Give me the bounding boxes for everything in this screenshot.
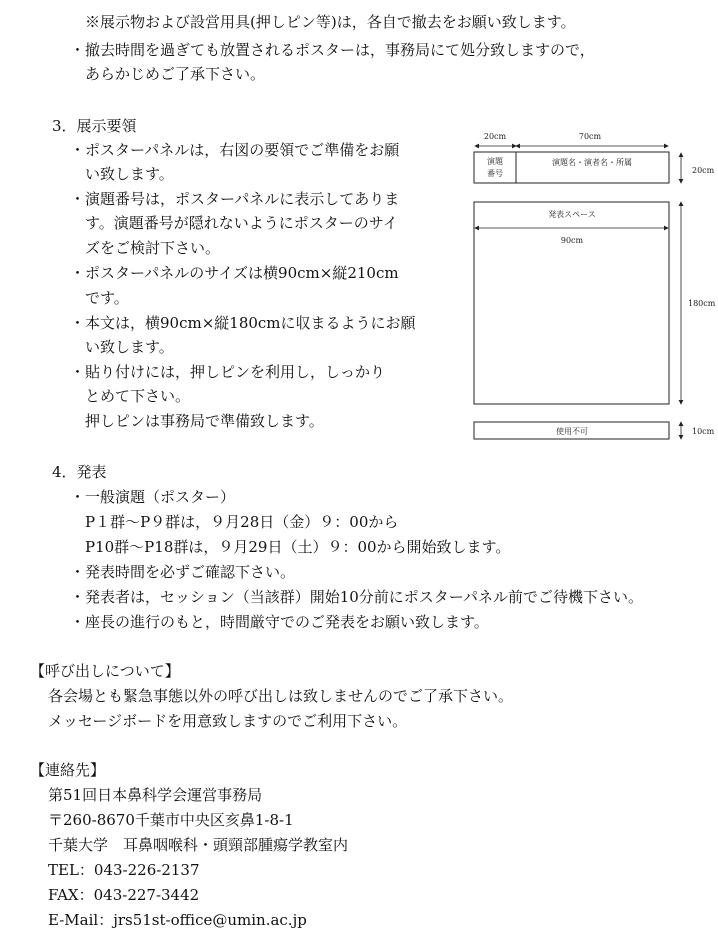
calling-line: 各会場とも緊急事態以外の呼び出しは致しませんのでご了承下さい。 (48, 687, 514, 705)
section3-line: 押しピンは事務局で準備致します。 (85, 412, 324, 430)
section3-line: い致します。 (85, 165, 174, 183)
number-box-label: 番号 (487, 169, 503, 178)
title-box-label: 演題名・演者名・所属 (552, 158, 632, 167)
contact-org: 第51回日本鼻科学会運営事務局 (48, 786, 263, 804)
intro-item-line2: あらかじめご了承下さい。 (85, 65, 266, 83)
dim-top-left-label: 20cm (483, 132, 507, 141)
poster-panel-diagram (466, 128, 718, 444)
section4-line: P１群～P９群は，９月28日（金）９：00から (85, 513, 399, 531)
section4-line: ・一般演題（ポスター） (70, 488, 236, 506)
contact-email: E-Mail：jrs51st-office@umin.ac.jp (48, 911, 307, 929)
section3-line: です。 (85, 289, 129, 307)
calling-heading: 【呼び出しについて】 (30, 662, 180, 680)
contact-address: 〒260-8670千葉市中央区亥鼻1-8-1 (48, 811, 294, 829)
section4-heading: 4．発表 (52, 463, 107, 481)
contact-tel: TEL：043-226-2137 (48, 861, 200, 879)
section3-line: ・本文は，横90cm×縦180cmに収まるようにお願 (70, 314, 416, 332)
section3-line: ・演題番号は，ポスターパネルに表示してありま (70, 190, 400, 208)
section4-line: ・発表者は，セッション（当該群）開始10分前にポスターパネル前でご待機下さい。 (70, 588, 644, 606)
section3-line: ・ポスターパネルは，右図の要領でご準備をお願 (70, 141, 400, 159)
number-box-label: 演題 (487, 157, 503, 166)
section4-line: ・座長の進行のもと，時間厳守でのご発表をお願い致します。 (70, 613, 489, 631)
section4-line: P10群～P18群は，９月29日（土）９：00から開始致します。 (85, 538, 511, 556)
dim-top-right-label: 70cm (578, 132, 602, 141)
section3-line: とめて下さい。 (85, 387, 191, 405)
section3-line: す。演題番号が隠れないようにポスターのサイ (85, 214, 398, 232)
section3-heading: 3．展示要領 (52, 117, 137, 135)
contact-fax: FAX：043-227-3442 (48, 886, 200, 904)
section4-line: ・発表時間を必ずご確認下さい。 (70, 563, 296, 581)
calling-line: メッセージボードを用意致しますのでご利用下さい。 (48, 712, 408, 730)
dim-bottom-height-label: 10cm (692, 427, 715, 436)
dim-space-height-label: 180cm (688, 299, 716, 308)
presentation-space-label: 発表スペース (548, 210, 596, 219)
section3-line: ズをご検討下さい。 (85, 239, 221, 257)
contact-department: 千葉大学 耳鼻咽喉科・頭頸部腫瘍学教室内 (48, 836, 349, 854)
presentation-space-box (474, 202, 669, 404)
section3-line: い致します。 (85, 338, 174, 356)
intro-item-line1: ・撤去時間を過ぎても放置されるポスターは，事務局にて処分致しますので， (70, 41, 595, 59)
intro-note: ※展示物および設営用具(押しピン等)は，各自で撤去をお願い致します。 (85, 13, 576, 31)
section3-line: ・ポスターパネルのサイズは横90cm×縦210cm (70, 264, 399, 282)
dim-space-width-label: 90cm (560, 236, 584, 245)
dim-header-height-label: 20cm (692, 166, 715, 175)
section3-line: ・貼り付けには，押しピンを利用し，しっかり (70, 363, 386, 381)
unusable-label: 使用不可 (556, 427, 588, 436)
contact-heading: 【連絡先】 (30, 761, 106, 779)
title-box (516, 152, 669, 183)
